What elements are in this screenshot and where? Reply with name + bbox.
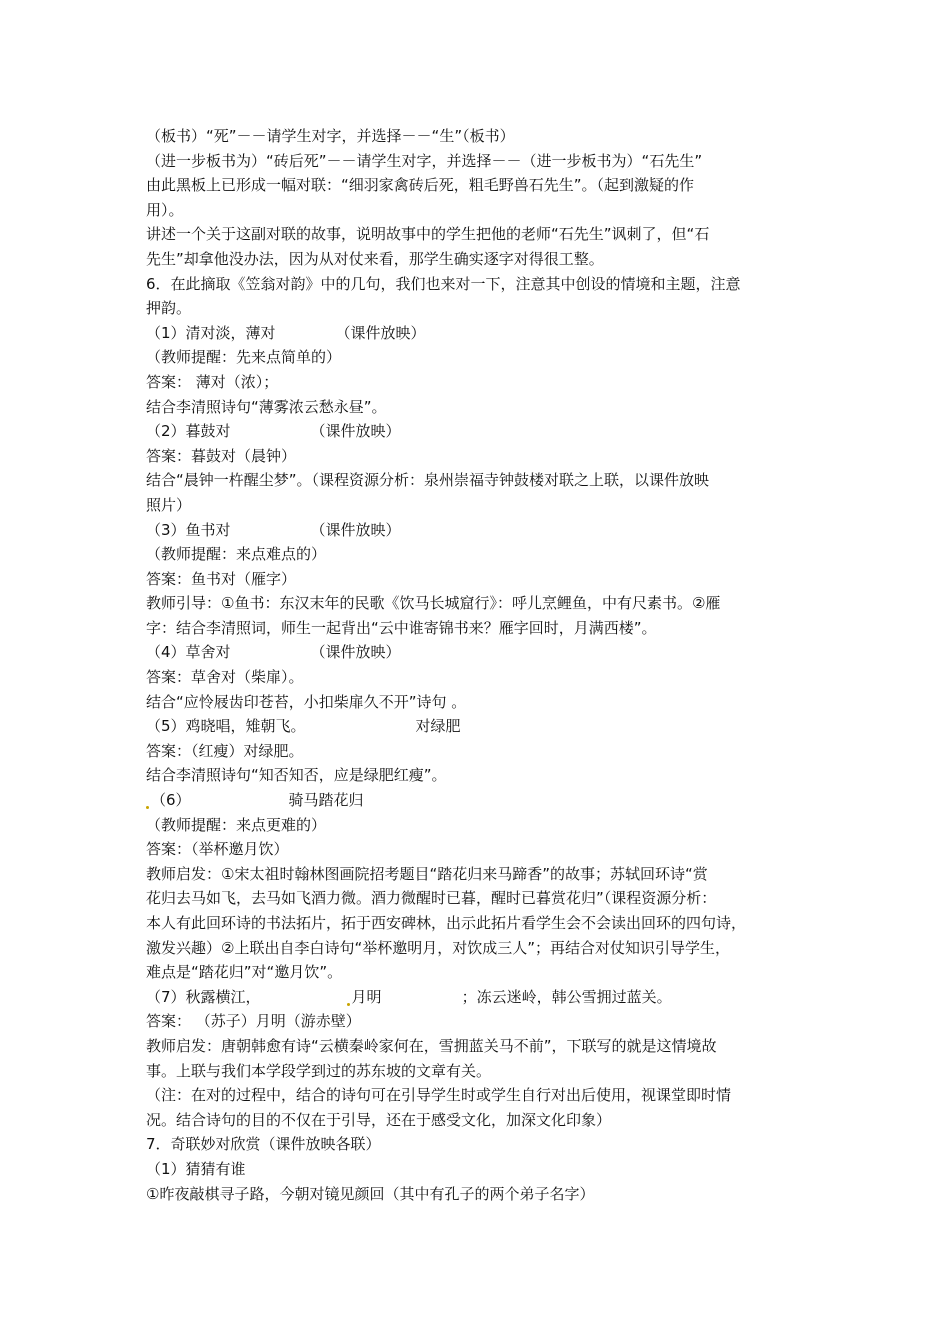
section-7-item: ①昨夜敲棋寻子路，今朝对镜见颜回（其中有孔子的两个弟子名字） [146, 1184, 595, 1203]
text-line: 用）。 [146, 200, 184, 219]
text-line: 由此黑板上已形成一幅对联：“细羽家禽砖后死，粗毛野兽石先生”。（起到激疑的作 [146, 176, 695, 195]
exercise-3-prompt: （3）鱼书对 [146, 520, 231, 539]
exercise-6-tail: 骑马踏花归 [288, 791, 364, 810]
exercise-6-guide-cont: 激发兴趣）②上联出自李白诗句“举杯邀明月，对饮成三人”；再结合对仗知识引导学生， [146, 938, 730, 957]
exercise-1-hint: （教师提醒：先来点简单的） [146, 348, 342, 367]
exercise-5-answer: 答案：（红瘦）对绿肥。 [146, 741, 304, 760]
exercise-7-prompt: （7）秋露横江， [146, 987, 261, 1006]
exercise-6-hint: （教师提醒：来点更难的） [146, 815, 327, 834]
exercise-5 [146, 714, 818, 739]
exercise-2 [146, 419, 818, 444]
text-line: 6．在此摘取《笠翁对韵》中的几句，我们也来对一下，注意其中创设的情境和主题，注意 [146, 274, 741, 293]
exercise-3 [146, 518, 818, 543]
exercise-7 [146, 985, 818, 1010]
document-body [146, 124, 818, 1206]
exercise-4 [146, 640, 818, 665]
exercise-2-note: 结合“晨钟一杵醒尘梦”。（课程资源分析：泉州崇福寺钟鼓楼对联之上联，以课件放映 [146, 471, 710, 490]
exercise-5-prompt: （5）鸡晓唱，雉朝飞。 [146, 717, 306, 736]
exercise-1-answer: 答案： 薄对（浓）； [146, 372, 279, 391]
exercise-6 [146, 788, 818, 813]
exercise-2-answer: 答案：暮鼓对（晨钟） [146, 446, 297, 465]
section-7-title: 7．奇联妙对欣赏（课件放映各联） [146, 1135, 381, 1154]
exercise-7-guide-cont: 事。上联与我们本学段学到过的苏东坡的文章有关。 [146, 1061, 492, 1080]
exercise-2-prompt: （2）暮鼓对 [146, 422, 231, 441]
exercise-6-guide-cont: 难点是“踏花归”对“邀月饮”。 [146, 963, 343, 982]
text-line: （进一步板书为）“砖后死”－－请学生对字，并选择－－（进一步板书为）“石先生” [146, 151, 703, 170]
exercise-7-mid: 月明 [351, 987, 382, 1006]
text-line: （板书）“死”－－请学生对字，并选择－－“生”（板书） [146, 127, 515, 145]
teacher-note-cont: 况。结合诗句的目的不仅在于引导，还在于感受文化，加深文化印象） [146, 1110, 612, 1129]
exercise-7-tail: ；冻云迷岭，韩公雪拥过蓝关。 [461, 987, 672, 1006]
exercise-4-answer: 答案：草舍对（柴扉）。 [146, 668, 304, 687]
exercise-1-note: 结合李清照诗句“薄雾浓云愁永昼”。 [146, 397, 387, 416]
teacher-note: （注：在对的过程中，结合的诗句可在引导学生时或学生自行对出后使用，视课堂即时情 [146, 1086, 732, 1105]
exercise-7-guide: 教师启发：唐朝韩愈有诗“云横秦岭家何在，雪拥蓝关马不前”，下联写的就是这情境故 [146, 1036, 717, 1055]
text-line: 先生”却拿他没办法，因为从对仗来看，那学生确实逐字对得很工整。 [146, 249, 604, 268]
exercise-6-answer: 答案：（举杯邀月饮） [146, 840, 289, 859]
exercise-5-tail: 对绿肥 [415, 717, 461, 736]
exercise-3-guide-cont: 字：结合李清照词，师生一起背出“云中谁寄锦书来？雁字回时，月满西楼”。 [146, 618, 657, 637]
exercise-4-prompt: （4）草舍对 [146, 643, 231, 662]
exercise-6-guide: 教师启发：①宋太祖时翰林图画院招考题目“踏花归来马蹄香”的故事；苏轼回环诗“赏 [146, 864, 708, 883]
exercise-6-guide-cont: 花归去马如飞，去马如飞酒力微。酒力微醒时已暮，醒时已暮赏花归”（课程资源分析： [146, 889, 717, 908]
exercise-1 [146, 321, 818, 346]
exercise-3-slide-note: （课件放映） [310, 520, 401, 539]
exercise-1-prompt: （1）清对淡，薄对 [146, 323, 276, 342]
text-line: 讲述一个关于这副对联的故事，说明故事中的学生把他的老师“石先生”讽刺了，但“石 [146, 225, 710, 244]
section-7-subtitle: （1）猜猜有谁 [146, 1159, 246, 1178]
exercise-7-answer: 答案： （苏子）月明（游赤壁） [146, 1012, 361, 1031]
text-line: 押韵。 [146, 299, 192, 318]
exercise-2-slide-note: （课件放映） [310, 422, 401, 441]
exercise-6-prompt: （6） [151, 791, 191, 810]
exercise-2-note-cont: 照片） [146, 495, 192, 514]
exercise-3-answer: 答案：鱼书对（雁字） [146, 569, 297, 588]
exercise-6-guide-cont: 本人有此回环诗的书法拓片，拓于西安碑林，出示此拓片看学生会不会读出回环的四句诗， [146, 914, 747, 932]
exercise-1-slide-note: （课件放映） [335, 323, 426, 342]
exercise-4-note: 结合“应怜屐齿印苍苔，小扣柴扉久不开”诗句 。 [146, 692, 467, 711]
marker-dot-icon [347, 1003, 350, 1006]
exercise-4-slide-note: （课件放映） [310, 643, 401, 662]
exercise-3-hint: （教师提醒：来点难点的） [146, 545, 327, 564]
exercise-3-guide: 教师引导：①鱼书：东汉末年的民歌《饮马长城窟行》：呼儿烹鲤鱼，中有尺素书。②雁 [146, 594, 721, 613]
exercise-5-note: 结合李清照诗句“知否知否，应是绿肥红瘦”。 [146, 766, 447, 785]
marker-dot-icon [146, 806, 149, 809]
